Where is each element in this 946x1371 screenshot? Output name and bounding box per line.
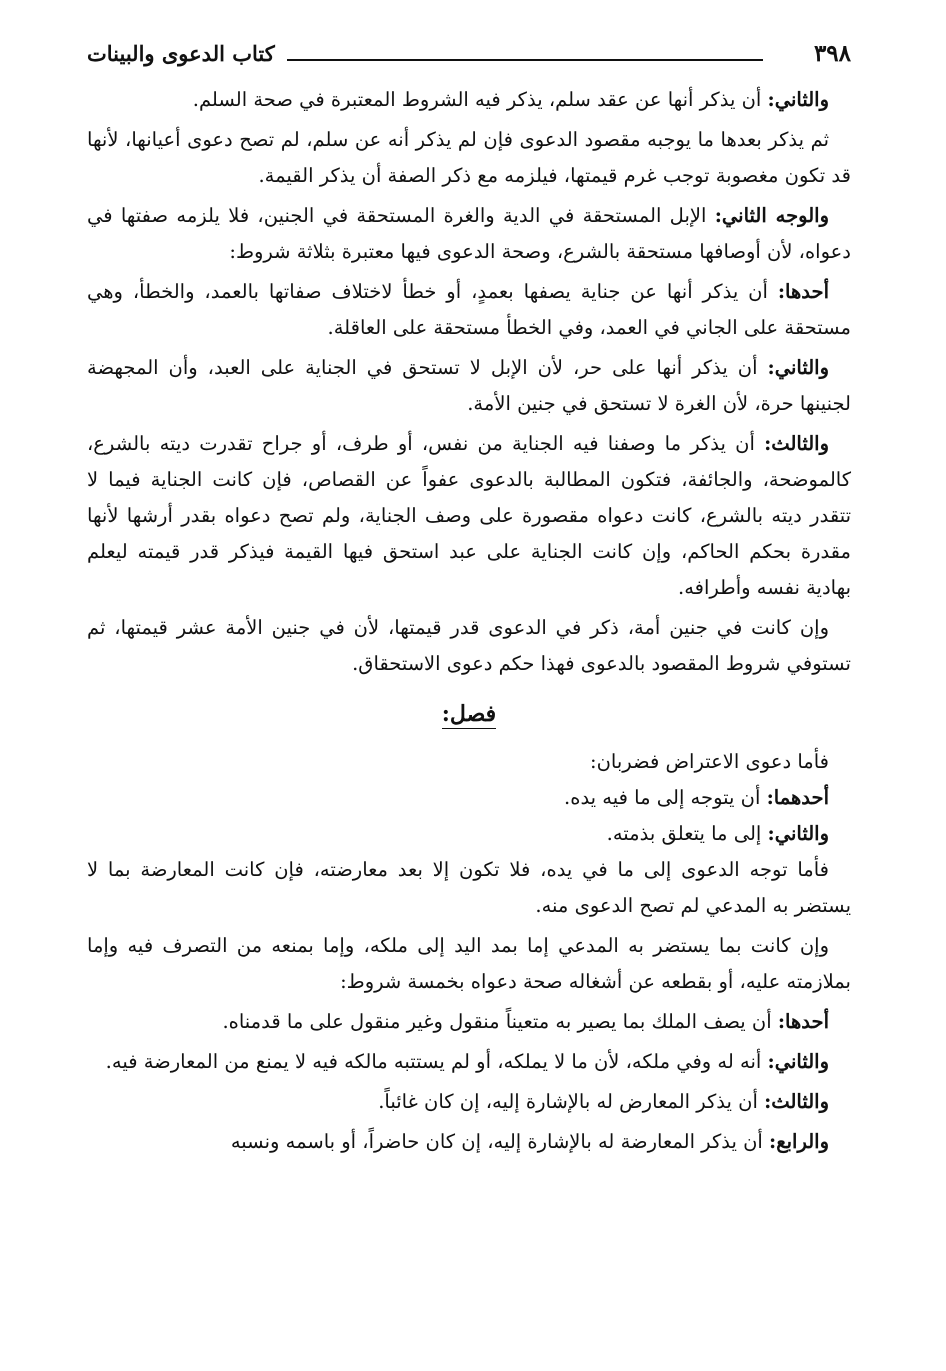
paragraph-lead: والثاني:	[767, 356, 829, 379]
header-rule	[287, 59, 763, 61]
paragraph-text: أنه له وفي ملكه، لأن ما لا يملكه، أو لم يستتبه مالكه فيه لا يمنع من المعارضة فيه.	[105, 1050, 768, 1073]
paragraph-text: أن يذكر أنها عن عقد سلم، يذكر فيه الشروط المعتبرة في صحة السلم.	[192, 88, 768, 111]
section-heading	[87, 696, 851, 732]
paragraph	[87, 274, 851, 346]
paragraph	[87, 1084, 851, 1120]
paragraph	[87, 816, 851, 852]
paragraph-lead: والثالث:	[764, 432, 829, 455]
paragraph	[87, 780, 851, 816]
paragraph-lead: والثاني:	[767, 822, 829, 845]
paragraph-text: الإبل المستحقة في الدية والغرة المستحقة في الجنين، فلا يلزمه صفتها في دعواه، لأن أوصافها مستحقة بالشرع، وصحة الدعوى فيها معتبرة بثلاثة شروط:	[87, 204, 851, 263]
book-page	[87, 30, 851, 1160]
paragraph	[87, 852, 851, 924]
paragraph-lead: والثاني:	[767, 88, 829, 111]
paragraph-lead: والرابع:	[769, 1130, 829, 1153]
page-number: ٣٩٨	[813, 40, 851, 67]
paragraph	[87, 122, 851, 194]
paragraph-text: أن يذكر المعارضة له بالإشارة إليه، إن كان حاضراً، أو باسمه ونسبه	[230, 1130, 770, 1153]
paragraph-lead: والثالث:	[764, 1090, 829, 1113]
paragraph-text: إلى ما يتعلق بذمته.	[606, 822, 768, 845]
paragraph-lead: أحدهما:	[766, 786, 829, 809]
paragraph-text: أن يذكر أنها عن جناية يصفها بعمدٍ، أو خطأ لاختلاف صفاتها بالعمد، والخطأ، وهي مستحقة على الجاني في العمد، وفي الخطأ مستحقة على العاقلة.	[87, 280, 851, 339]
paragraph-text: أن يذكر ما وصفنا فيه الجناية من نفس، أو طرف، أو جراح تقدرت ديته بالشرع، كالموضحة، والجائفة، فتكون المطالبة بالدعوى عفواً عن القصاص، فإن كانت الجناية فيما لا تتقدر ديته بالشرع، كانت دعواه مقصورة على وصف الجناية، ولم تصح دعواه بقدر أرشها لأنها مقدرة بحكم الحاكم، وإن كانت الجناية على عبد استحق فيها القيمة فيذكر قدر قيمته ليعلم بهادية نفسه وأطرافه.	[87, 432, 851, 599]
main-text	[87, 82, 851, 1160]
paragraph	[87, 744, 851, 780]
paragraph-text: أن يتوجه إلى ما فيه يده.	[564, 786, 767, 809]
paragraph-text: أن يذكر أنها على حر، لأن الإبل لا تستحق في الجناية على العبد، وأن المجهضة لجنينها حرة، لأن الغرة لا تستحق في جنين الأمة.	[87, 356, 851, 415]
paragraph	[87, 350, 851, 422]
paragraph	[87, 610, 851, 682]
paragraph-text: أن يصف الملك بما يصير به متعيناً منقول وغير منقول على ما قدمناه.	[222, 1010, 778, 1033]
paragraph	[87, 198, 851, 270]
paragraph	[87, 426, 851, 606]
paragraph-text: أن يذكر المعارض له بالإشارة إليه، إن كان غائباً.	[378, 1090, 765, 1113]
paragraph	[87, 1124, 851, 1160]
paragraph-lead: والوجه الثاني:	[714, 204, 829, 227]
paragraph-text: ثم يذكر بعدها ما يوجبه مقصود الدعوى فإن لم يذكر أنه عن سلم، لم تصح دعوى أعيانها، لأنها قد تكون مغصوبة توجب غرم قيمتها، فيلزمه مع ذكر الصفة أن يذكر القيمة.	[87, 128, 851, 187]
running-header	[87, 30, 851, 78]
paragraph	[87, 1004, 851, 1040]
section-heading-text: فصل:	[441, 701, 497, 727]
paragraph-lead: أحدها:	[777, 1010, 829, 1033]
paragraph	[87, 928, 851, 1000]
paragraph-text: فأما دعوى الاعتراض فضربان:	[590, 750, 829, 773]
paragraph-text: فأما توجه الدعوى إلى ما في يده، فلا تكون إلا بعد معارضته، فإن كانت المعارضة بما لا يستضر به المدعي لم تصح الدعوى منه.	[87, 858, 851, 917]
paragraph-lead: أحدها:	[777, 280, 829, 303]
paragraph-text: وإن كانت بما يستضر به المدعي إما بمد اليد إلى ملكه، وإما بمنعه من التصرف فيه وإما بملازمته عليه، أو بقطعه عن أشغاله صحة دعواه بخمسة شروط:	[87, 934, 851, 993]
paragraph-text: وإن كانت في جنين أمة، ذكر في الدعوى قدر قيمتها، لأن في جنين الأمة عشر قيمتها، ثم تستوفي شروط المقصود بالدعوى فهذا حكم دعوى الاستحقاق.	[87, 616, 851, 675]
book-title: كتاب الدعوى والبينات	[87, 41, 275, 66]
paragraph	[87, 1044, 851, 1080]
paragraph	[87, 82, 851, 118]
paragraph-lead: والثاني:	[767, 1050, 829, 1073]
